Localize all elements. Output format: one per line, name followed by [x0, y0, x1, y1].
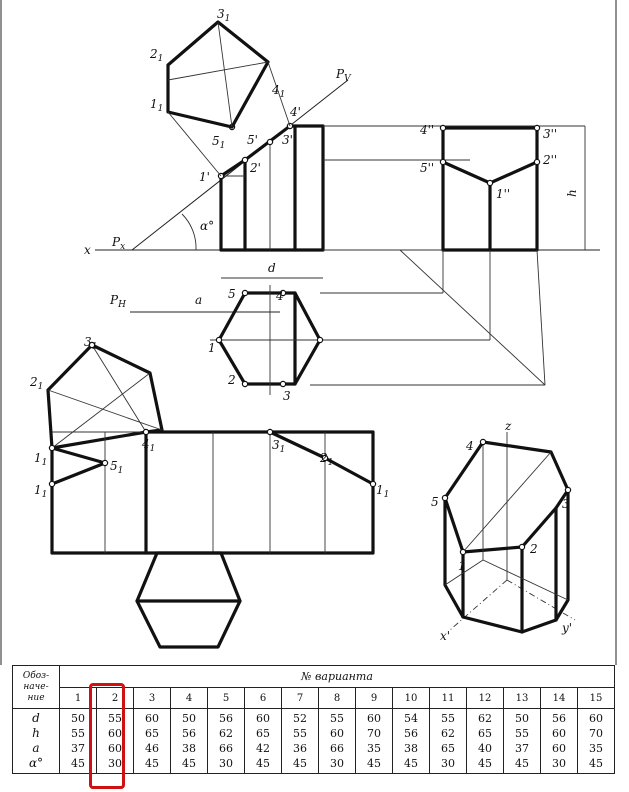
- top-label-5: 5: [228, 287, 236, 301]
- iso-label-2: 2: [530, 542, 538, 556]
- front-label-1: 1': [199, 170, 210, 184]
- iso-label-4: 4: [466, 439, 474, 453]
- dev-label-3-top: $3_1$: [84, 335, 98, 352]
- designations-cell: d h a α°: [13, 709, 60, 774]
- side-label-4: 4'': [420, 123, 435, 137]
- variant-values-cell: 50 56 38 45: [171, 709, 208, 774]
- rot-label-5: $5_1$: [212, 134, 226, 151]
- dev-label-1b: $1_1$: [34, 483, 48, 500]
- variant-values-cell: 60 65 46 45: [134, 709, 171, 774]
- variant-number-cell: 14: [541, 688, 578, 709]
- isometric-view: [442, 432, 575, 632]
- h-label: h: [565, 189, 579, 197]
- development: [48, 342, 376, 647]
- dev-label-1a: $1_1$: [34, 451, 48, 468]
- iso-label-z: z: [505, 419, 512, 433]
- variant-number-cell: 10: [393, 688, 430, 709]
- variant-number-cell: 3: [134, 688, 171, 709]
- side-view: [440, 125, 539, 250]
- variant-values-cell: 60 70 35 45: [356, 709, 393, 774]
- rot-label-2: $2_1$: [150, 47, 164, 64]
- alpha-arc: [182, 214, 196, 250]
- iso-label-3: 3: [562, 497, 570, 511]
- variant-values-cell: 52 55 36 45: [282, 709, 319, 774]
- variant-number-cell: 6: [245, 688, 282, 709]
- dev-label-4: $4_1$: [142, 437, 156, 454]
- front-label-3: 3': [282, 133, 293, 147]
- side-label-2: 2'': [543, 153, 558, 167]
- side-label-5: 5'': [420, 161, 435, 175]
- variant-values-cell: 60 65 42 45: [245, 709, 282, 774]
- variant-values-cell: 54 56 38 45: [393, 709, 430, 774]
- d-label: d: [268, 261, 276, 275]
- x-axis-label: x: [84, 243, 91, 257]
- iso-label-x: x': [440, 629, 451, 643]
- variant-number-cell: 11: [430, 688, 467, 709]
- top-label-2: 2: [228, 373, 236, 387]
- dev-label-2: $2_1$: [320, 451, 334, 468]
- variant-header: № варианта: [60, 666, 615, 688]
- variant-number-cell: 12: [467, 688, 504, 709]
- variant-number-cell: 5: [208, 688, 245, 709]
- px-label: $P_x$: [112, 235, 126, 252]
- variant-values-cell: 55 60 66 30: [319, 709, 356, 774]
- top-label-3: 3: [283, 389, 291, 403]
- variant-number-cell: 13: [504, 688, 541, 709]
- dev-label-2-top: $2_1$: [30, 375, 44, 392]
- rot-label-1: $1_1$: [150, 97, 164, 114]
- front-label-4: 4': [290, 105, 301, 119]
- variant-values-cell: 50 55 37 45: [504, 709, 541, 774]
- variant-number-cell: 9: [356, 688, 393, 709]
- variant-number-cell: 7: [282, 688, 319, 709]
- top-label-4: 4: [276, 289, 284, 303]
- iso-label-5: 5: [431, 495, 439, 509]
- top-label-1: 1: [208, 341, 216, 355]
- pv-label: $P_V$: [336, 67, 351, 84]
- variant-number-cell: 8: [319, 688, 356, 709]
- variant-number-cell: 15: [578, 688, 615, 709]
- dev-label-5: $5_1$: [110, 459, 124, 476]
- variant-values-cell: 50 55 37 45: [60, 709, 97, 774]
- dev-label-1c: $1_1$: [376, 483, 390, 500]
- iso-label-1: 1: [458, 559, 466, 573]
- rot-label-4: $4_1$: [272, 83, 286, 100]
- a-label: a: [195, 293, 203, 307]
- variant-values-cell: 62 65 40 45: [467, 709, 504, 774]
- variant-2-highlight: [89, 683, 125, 789]
- iso-label-y: y': [562, 621, 573, 635]
- front-label-5: 5': [247, 133, 258, 147]
- alpha-label: α°: [200, 219, 215, 233]
- ph-label: $P_H$: [110, 293, 126, 310]
- variant-number-cell: 1: [60, 688, 97, 709]
- side-label-3: 3'': [543, 127, 558, 141]
- variant-number-cell: 4: [171, 688, 208, 709]
- variant-number-cell: 2: [97, 688, 134, 709]
- dev-label-3: $3_1$: [272, 438, 286, 455]
- variant-values-cell: 60 70 35 45: [578, 709, 615, 774]
- rot-label-3: $3_1$: [217, 7, 231, 24]
- side-label-1: 1'': [496, 187, 511, 201]
- front-view: [218, 123, 323, 250]
- variant-values-cell: 55 60 60 30: [97, 709, 134, 774]
- true-shape-section: [168, 22, 290, 176]
- designation-header: Обоз- наче- ние: [13, 666, 60, 709]
- variant-values-cell: 56 62 66 30: [208, 709, 245, 774]
- variant-values-cell: 56 60 60 30: [541, 709, 578, 774]
- front-label-2: 2': [250, 161, 261, 175]
- variant-values-cell: 55 62 65 30: [430, 709, 467, 774]
